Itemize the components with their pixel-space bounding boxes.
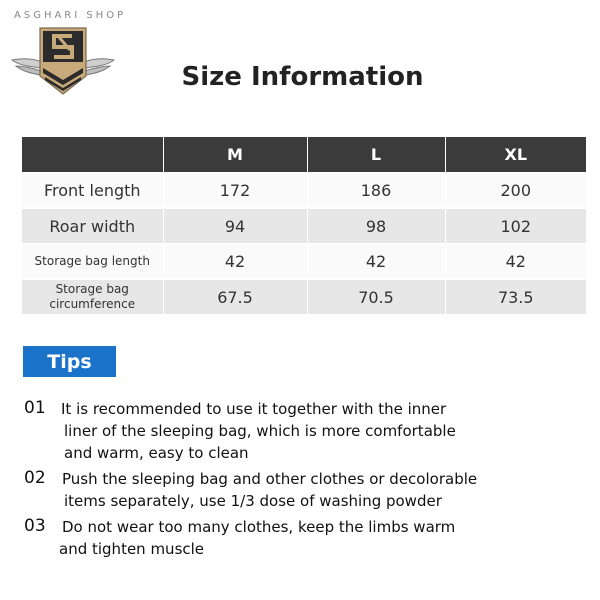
table-row — [22, 208, 586, 244]
row-label-line: circumference — [49, 297, 136, 311]
tip-line: liner of the sleeping bag, which is more comfortable — [64, 422, 456, 440]
table-row — [22, 173, 586, 208]
row-label-line: Storage bag — [55, 282, 129, 296]
tip-line: It is recommended to use it together with the inner — [61, 400, 447, 418]
table-cell: 42 — [307, 244, 445, 279]
header-cell-m: M — [163, 137, 307, 173]
table-row — [22, 244, 586, 279]
table-cell: 102 — [445, 208, 586, 244]
row-label: Roar width — [22, 208, 163, 244]
table-cell: 98 — [307, 208, 445, 244]
table-header-row — [22, 137, 586, 173]
row-label: Storage bag length — [22, 244, 163, 279]
row-label — [22, 279, 163, 314]
table-cell: 42 — [445, 244, 586, 279]
tip-line: items separately, use 1/3 dose of washing powder — [64, 492, 442, 510]
page-title: Size Information — [181, 62, 424, 92]
header-cell-xl: XL — [445, 137, 586, 173]
size-table — [22, 137, 586, 314]
table-row — [22, 279, 586, 314]
tip-number: 03 — [24, 516, 46, 536]
table-cell: 172 — [163, 173, 307, 208]
tip-line: Do not wear too many clothes, keep the limbs warm — [62, 518, 456, 536]
tips-heading: Tips — [23, 346, 116, 377]
table-cell: 67.5 — [163, 279, 307, 314]
header-cell-empty — [22, 137, 163, 173]
row-label: Front length — [22, 173, 163, 208]
table-cell: 73.5 — [445, 279, 586, 314]
table-cell: 186 — [307, 173, 445, 208]
tip-number: 01 — [24, 398, 46, 418]
table-cell: 70.5 — [307, 279, 445, 314]
table-cell: 200 — [445, 173, 586, 208]
tip-line: and warm, easy to clean — [64, 444, 249, 462]
shop-name: ASGHARI SHOP — [14, 10, 127, 21]
tip-line: and tighten muscle — [59, 540, 205, 558]
tip-number: 02 — [24, 468, 46, 488]
tip-line: Push the sleeping bag and other clothes or decolorable — [62, 470, 478, 488]
header-cell-l: L — [307, 137, 445, 173]
table-cell: 94 — [163, 208, 307, 244]
table-cell: 42 — [163, 244, 307, 279]
